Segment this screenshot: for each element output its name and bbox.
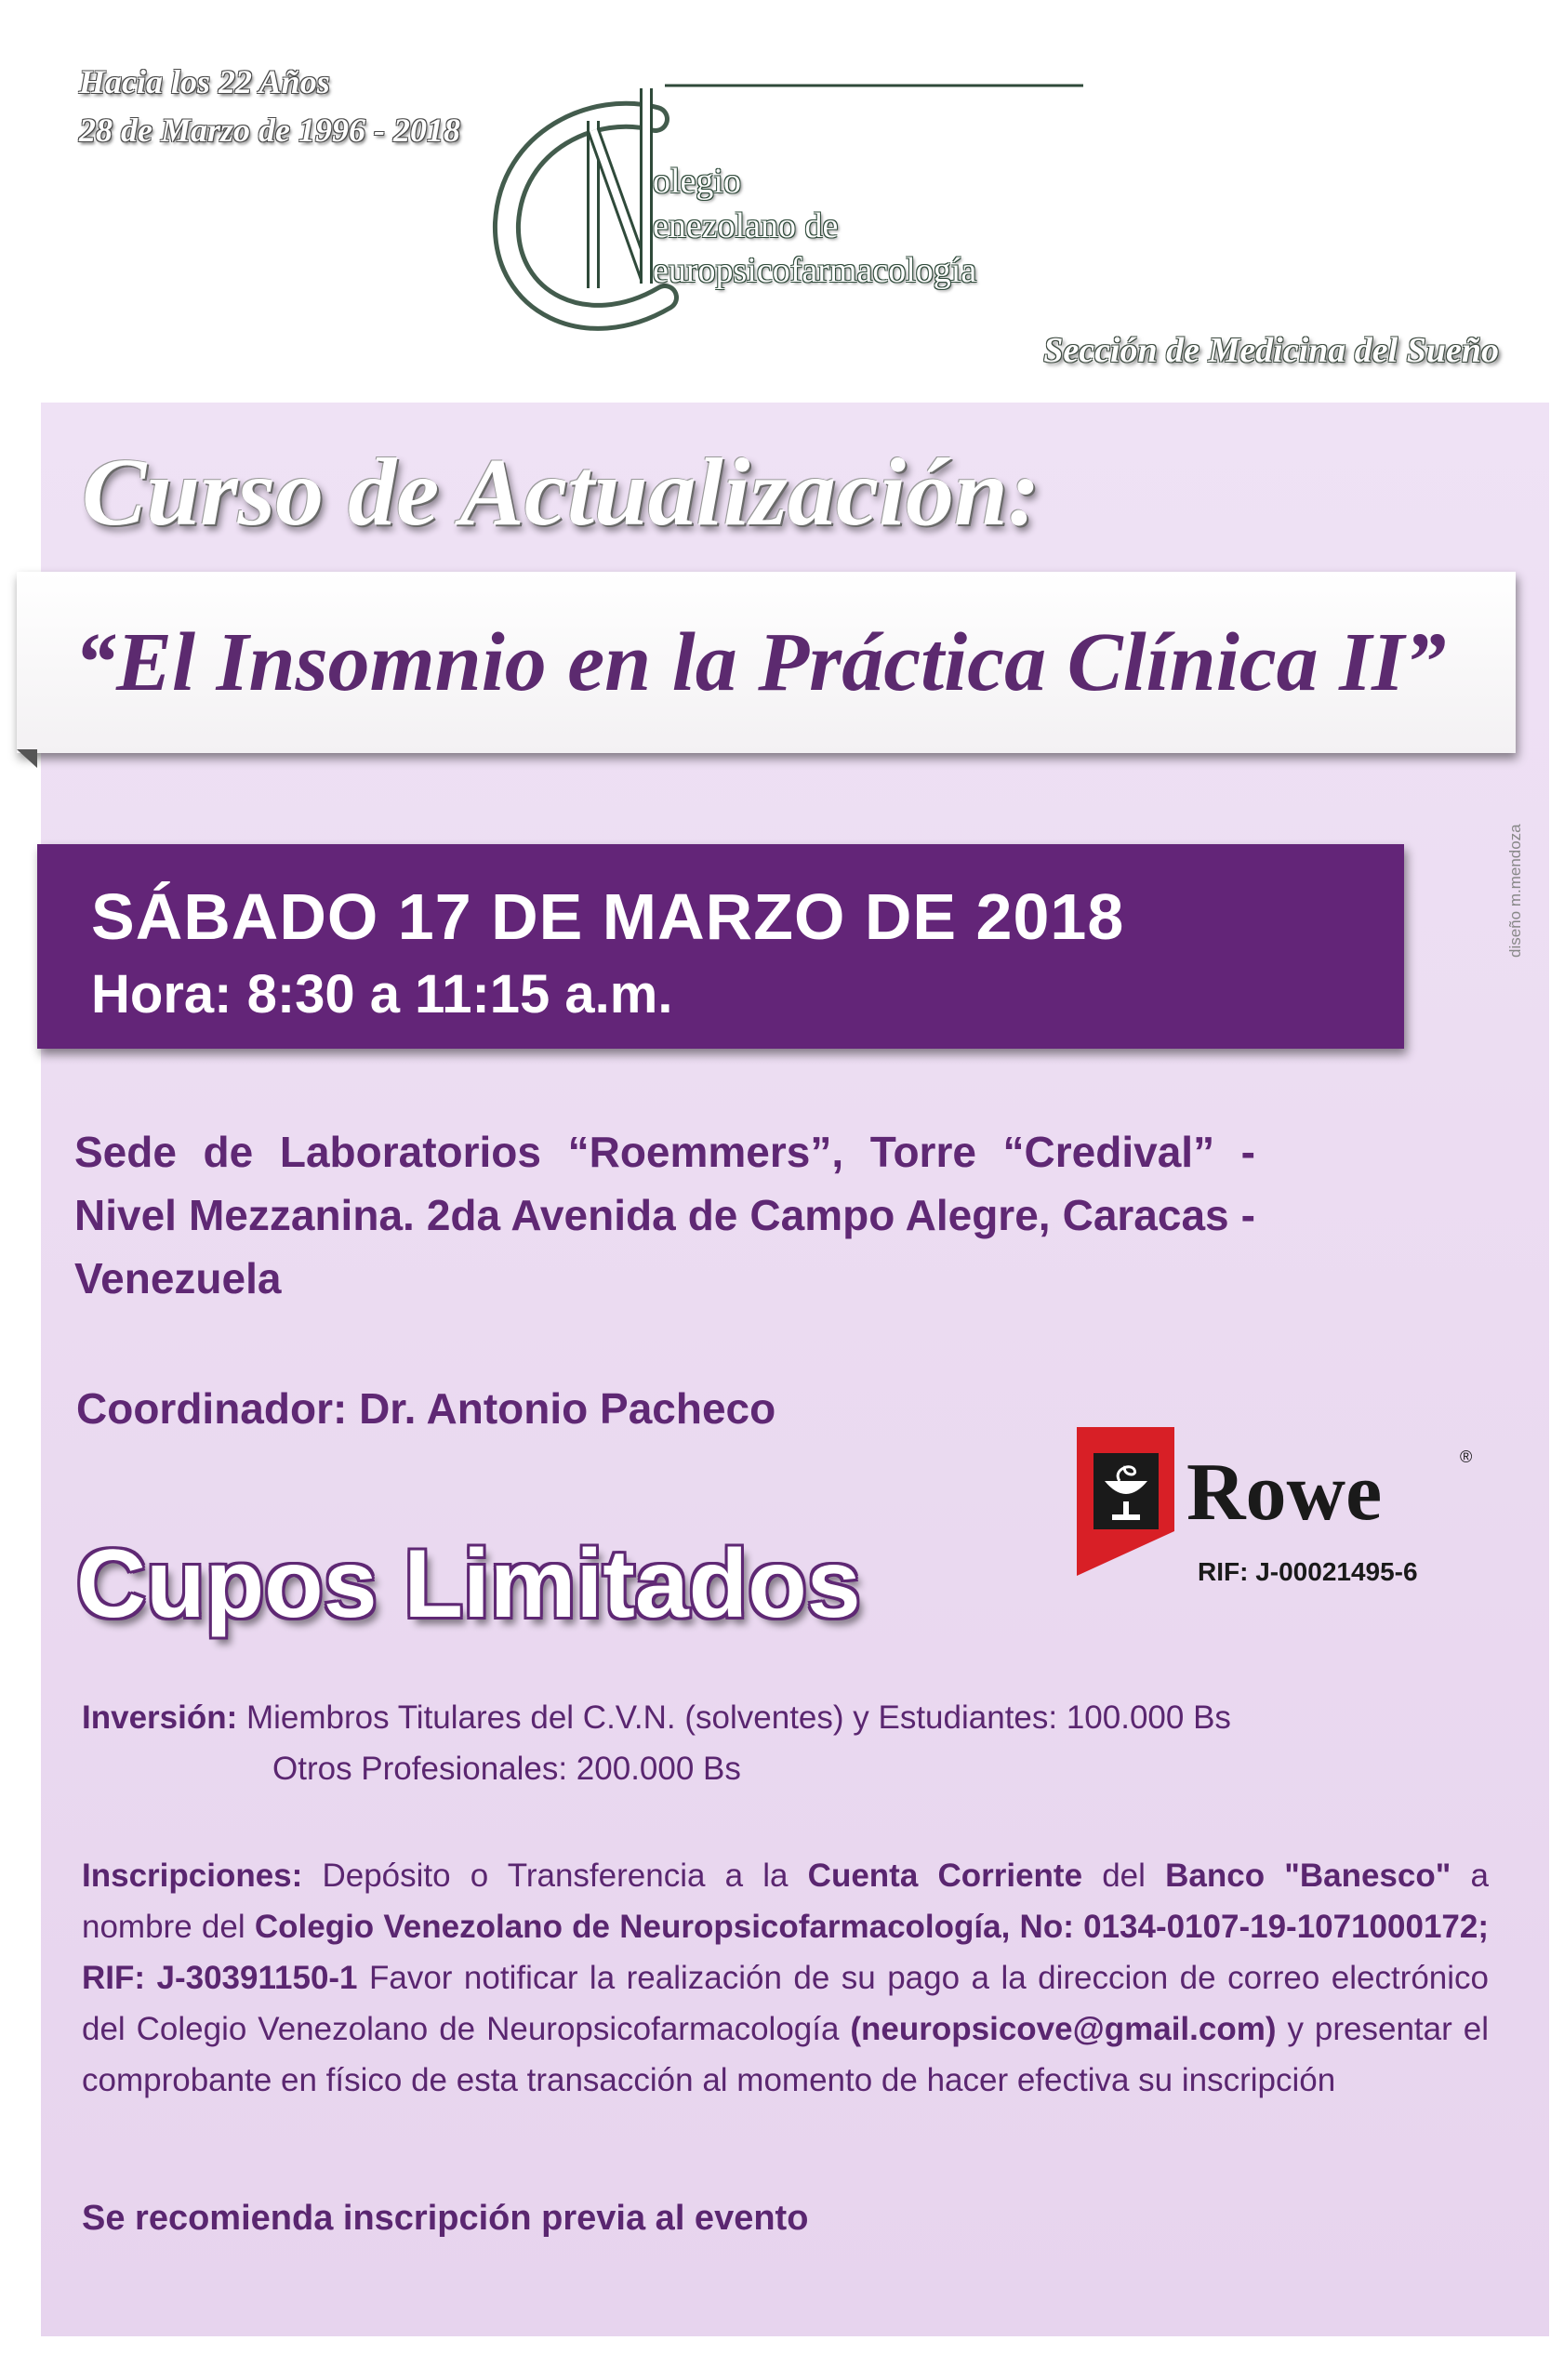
rowe-rif: RIF: J-00021495-6 bbox=[1198, 1557, 1418, 1586]
event-date: SÁBADO 17 DE MARZO DE 2018 bbox=[91, 880, 1125, 953]
logo-text-venezolano: enezolano de bbox=[653, 206, 839, 245]
contact-email[interactable]: (neuropsicove@gmail.com) bbox=[850, 2011, 1277, 2047]
anniversary-line-1: Hacia los 22 Años bbox=[79, 63, 330, 100]
section-title: Sección de Medicina del Sueño bbox=[1043, 331, 1499, 370]
schedule-banner bbox=[37, 844, 1404, 1049]
course-title-banner bbox=[17, 572, 1516, 753]
account-type: Cuenta Corriente bbox=[807, 1858, 1083, 1894]
course-label: Curso de Actualización: bbox=[82, 439, 1040, 546]
logo-text-colegio: olegio bbox=[653, 162, 741, 201]
coordinator-text: Coordinador: Dr. Antonio Pacheco bbox=[76, 1384, 776, 1433]
inscriptions-text-2: del bbox=[1102, 1858, 1146, 1894]
rowe-logo bbox=[1077, 1427, 1486, 1594]
inscriptions-text-3: a nombre del bbox=[82, 1858, 1489, 1945]
account-holder-number: Colegio Venezolano de Neuropsicofarmacología, No: 0134-0107-19-1071000172; RIF: J-30391150-1 bbox=[82, 1909, 1490, 1996]
cvn-logo bbox=[484, 65, 1088, 353]
pharmacy-cup-icon bbox=[1093, 1453, 1159, 1529]
investment-label: Inversión: bbox=[82, 1699, 238, 1736]
logo-text-neuro: europsicofarmacología bbox=[653, 251, 977, 290]
recommendation-text: Se recomienda inscripción previa al evento bbox=[82, 2199, 809, 2238]
event-time: Hora: 8:30 a 11:15 a.m. bbox=[91, 964, 673, 1025]
design-credit: diseño m.mendoza bbox=[1506, 824, 1524, 958]
investment-row-1 bbox=[82, 1692, 1495, 1743]
registered-mark: ® bbox=[1460, 1448, 1473, 1466]
rowe-wordmark: Rowe bbox=[1186, 1448, 1383, 1538]
limited-spots-heading: Cupos Limitados bbox=[76, 1530, 861, 1638]
inscriptions-label: Inscripciones: bbox=[82, 1858, 303, 1894]
investment-line-2: Otros Profesionales: 200.000 Bs bbox=[272, 1751, 741, 1787]
investment-line-1: Miembros Titulares del C.V.N. (solventes) y Estudiantes: 100.000 Bs bbox=[246, 1699, 1231, 1736]
venue-text: Sede de Laboratorios “Roemmers”, Torre “Credival” - Nivel Mezzanina. 2da Avenida de Campo Alegre, Caracas - Venezuela bbox=[74, 1128, 1255, 1302]
inscriptions-text-5: y presentar el comprobante en físico de esta transacción al momento de hacer efectiva su inscripción bbox=[82, 2011, 1489, 2098]
inscriptions-paragraph bbox=[82, 1850, 1489, 2106]
course-title: “El Insomnio en la Práctica Clínica II” bbox=[74, 616, 1447, 708]
investment-block bbox=[82, 1692, 1495, 1794]
bank-name: Banco "Banesco" bbox=[1165, 1858, 1451, 1894]
inscriptions-text-4: Favor notificar la realización de su pago a la direccion de correo electrónico del Colegio Venezolano de Neuropsicofarmacología bbox=[82, 1960, 1489, 2047]
anniversary-line-2: 28 de Marzo de 1996 - 2018 bbox=[79, 112, 460, 149]
inscriptions-text-1: Depósito o Transferencia a la bbox=[322, 1858, 789, 1894]
banner-fold bbox=[17, 749, 37, 768]
inscriptions-block bbox=[82, 1850, 1489, 2106]
